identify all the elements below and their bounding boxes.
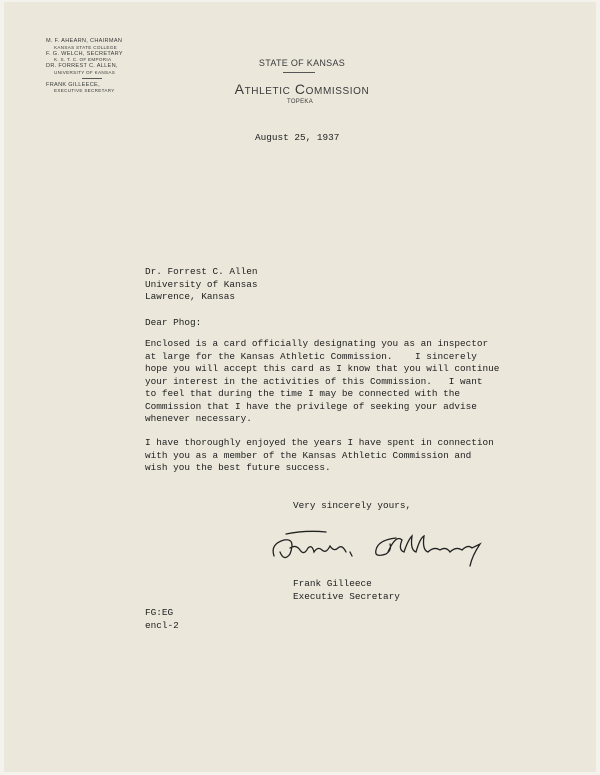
state-heading: STATE OF KANSAS	[258, 58, 346, 68]
organization-heading	[190, 82, 414, 97]
typist-initials: FG:EG	[145, 607, 174, 618]
commission-members	[46, 38, 123, 94]
member-affiliation: UNIVERSITY OF KANSAS	[54, 69, 116, 75]
member-name: DR. FORREST C. ALLEN,	[46, 63, 118, 69]
signer-title: Executive Secretary	[293, 590, 400, 602]
address-line: Lawrence, Kansas	[145, 291, 236, 302]
text-line: hope you will accept this card as I know that you will continue	[145, 363, 500, 374]
member-affiliation: K. S. T. C. OF EMPORIA	[54, 57, 112, 62]
signature-block	[293, 578, 400, 603]
member-affiliation: EXECUTIVE SECRETARY	[54, 88, 115, 93]
divider	[283, 72, 315, 73]
handwritten-signature	[266, 526, 496, 570]
text-line: at large for the Kansas Athletic Commission. I sincerely	[145, 350, 477, 362]
address-line: Dr. Forrest C. Allen	[145, 266, 258, 277]
member-name: F. G. WELCH, SECRETARY	[46, 50, 123, 57]
member-name: FRANK GILLEECE,	[46, 81, 100, 88]
paragraph-2	[145, 437, 494, 475]
letter-date: August 25, 1937	[255, 132, 340, 143]
reference-block	[145, 607, 179, 632]
divider	[82, 78, 102, 79]
organization-name: Athletic Commission	[234, 81, 370, 97]
letter-page	[4, 2, 596, 772]
text-line: to feel that during the time I may be connected with the	[145, 388, 461, 399]
signer-name: Frank Gilleece	[293, 578, 372, 589]
text-line: I have thoroughly enjoyed the years I have spent in connection	[145, 437, 494, 448]
enclosure-note: encl-2	[145, 619, 179, 631]
paragraph-1	[145, 338, 499, 426]
text-line: Enclosed is a card officially designating you as an inspector	[145, 338, 489, 349]
text-line: wish you the best future success.	[145, 462, 331, 473]
text-line: Commission that I have the privilege of seeking your advise	[145, 400, 477, 412]
city-heading: TOPEKA	[286, 99, 314, 105]
text-line: your interest in the activities of this Commission. I want	[145, 375, 483, 387]
member-affiliation: KANSAS STATE COLLEGE	[54, 44, 118, 50]
address-line: University of Kansas	[145, 278, 258, 290]
closing: Very sincerely yours,	[293, 500, 412, 511]
text-line: with you as a member of the Kansas Athletic Commission and	[145, 449, 472, 461]
member-name: M. F. AHEARN, CHAIRMAN	[46, 38, 123, 44]
salutation: Dear Phog:	[145, 317, 202, 328]
recipient-address	[145, 266, 258, 304]
text-line: whenever necessary.	[145, 413, 252, 424]
